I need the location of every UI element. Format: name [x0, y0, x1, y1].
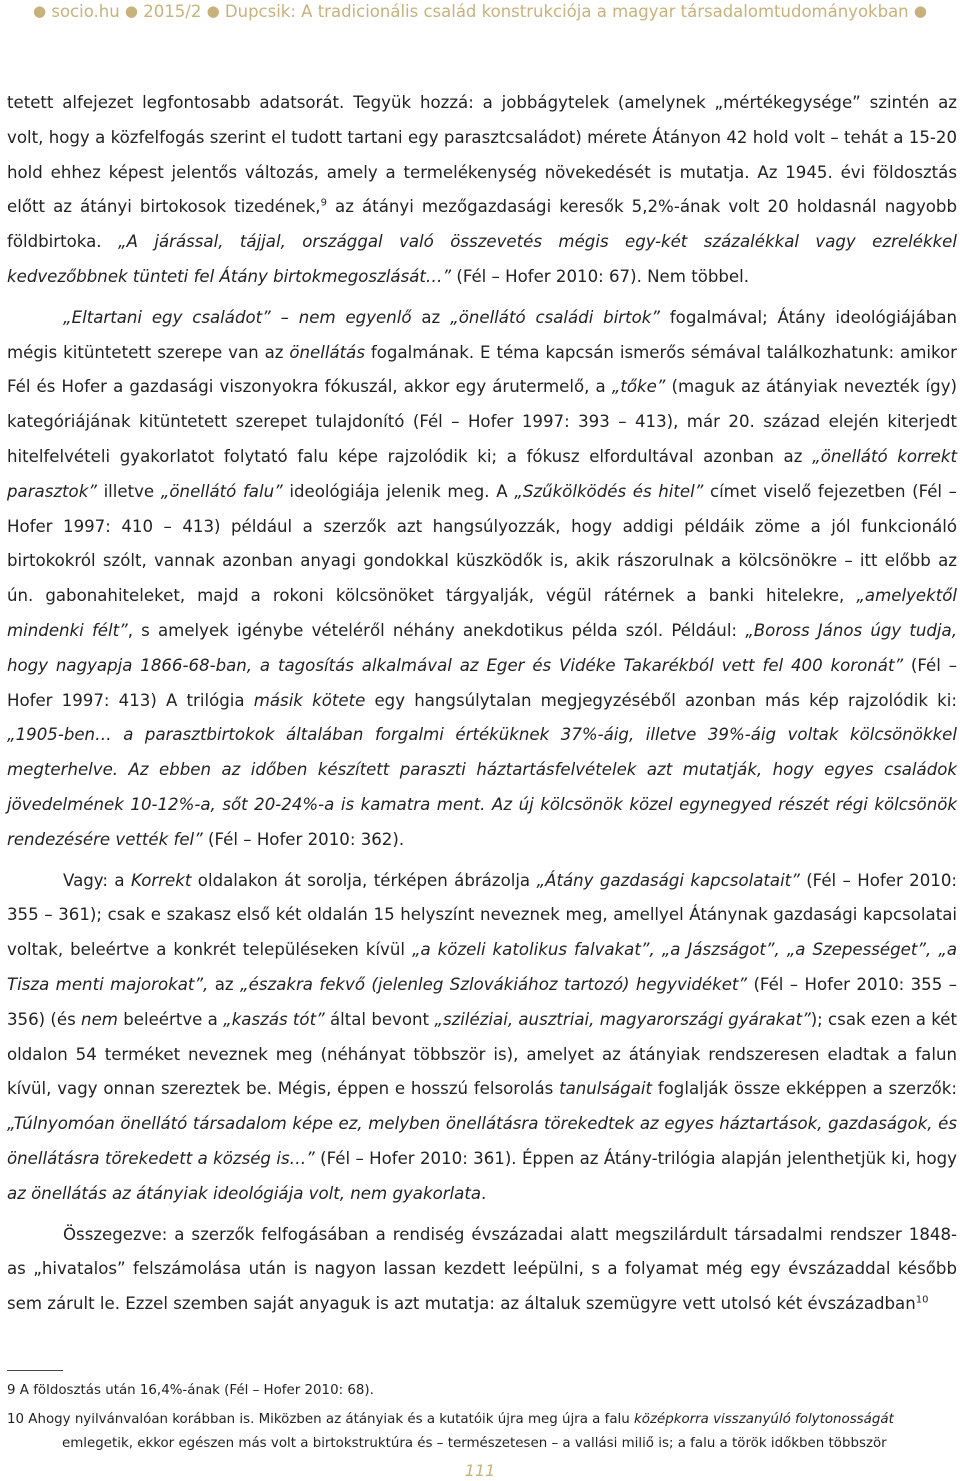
text-run: illetve: [96, 481, 161, 501]
text-run: (Fél – Hofer 2010: 67). Nem többel.: [451, 266, 750, 286]
italic-quote: tanulságait: [559, 1079, 653, 1099]
text-run: az átányi mezőgazdasági keresők 5,2%-ának volt 20 holdasnál nagyobb földbirtoka.: [7, 197, 957, 252]
italic-quote: „önellátó falu”: [160, 481, 283, 501]
footnote-rule: [7, 1370, 63, 1371]
italic-quote: nem: [81, 1009, 118, 1029]
text-run: az: [208, 974, 241, 994]
italic-quote: „amelyektől mindenki félt”: [7, 586, 957, 640]
text-run: Összegezve: a szerzők felfogásában a rendiség évszázadai alatt megszilárdult társadalmi rendszer 1848-as „hivatalos” felszámolása után is nagyon lassan kezdett leépülni, s a folyamat még egy évszázaddal később sem zárult le. Ezzel szemben saját anyaguk is azt mutatja: az általuk szemügyre vett utolsó két évszázadban: [7, 1224, 957, 1314]
page-number: 111: [464, 1461, 496, 1480]
paragraph: [7, 86, 957, 295]
header-dot: ●: [913, 2, 927, 20]
text-run: (Fél – Hofer 1997: 413) A trilógia: [7, 655, 957, 710]
text-run: címet viselő fejezetben (Fél – Hofer 1997: 410 – 413) például a szerzők azt hangsúlyozzák, hogy addigi példáik zöme a jól funkcionáló birtokokról szólt, vannak azonban anyagi gondokkal küszködők is, akik rászorulnak a kölcsönökre – itt előbb az ún. gabonahiteleket, majd a rokoni kölcsönöket tárgyalják, végül rátérnek a banki hitelekre,: [7, 481, 957, 606]
text-run: (Fél – Hofer 2010: 355 – 356) (és: [7, 974, 958, 1029]
italic-quote: „önellátó korrekt parasztok”: [7, 446, 958, 501]
italic-quote: „önellátó családi birtok”: [450, 307, 660, 327]
italic-quote: „kaszás tót”: [223, 1009, 325, 1029]
italic-quote: „A járással, tájjal, országgal való összevetés mégis egy-két százalékkal vagy ezrelékkel kedvezőbbnek tünteti fel Átány birtokmegoszlását…”: [7, 232, 957, 286]
header-site: socio.hu: [51, 2, 120, 21]
italic-quote: „északra fekvő (jelenleg Szlovákiához tartozó) hegyvidéket”: [240, 974, 748, 994]
paragraph: [7, 301, 957, 858]
paragraph: [7, 1218, 957, 1322]
text-run: tetett alfejezet legfontosabb adatsorát. Tegyük hozzá: a jobbágytelek (amelynek „mértékegysége” szintén az volt, hogy a közfelfogás szerint el tudott tartani egy parasztcsaládot) mérete Átányon 42 hold volt – tehát a 15-20 hold ehhez képest jelentős változás, amely a termelékenység növekedését is mutatja. Az 1945. évi földosztás előtt az átányi birtokosok tizedének,: [7, 93, 957, 217]
italic-quote: „tőke”: [611, 377, 666, 397]
text-run: 10 Ahogy nyilvánvalóan korábban is. Miközben az átányiak és a kutatóik újra meg újra a falu: [7, 1412, 634, 1427]
footnote: [7, 1379, 957, 1403]
italic-quote: Korrekt: [130, 870, 192, 890]
italic-quote: „Túlnyomóan önellátó társadalom képe ez, melyben önellátásra törekedtek az egyes háztartások, gazdaságok, és önellátásra törekedett a község is…”: [7, 1114, 957, 1168]
text-run: ideológiája jelenik meg. A: [282, 481, 515, 501]
text-run: foglalják össze ekképpen a szerzők:: [652, 1079, 958, 1099]
footnote: [7, 1408, 957, 1432]
text-run: 9 A földosztás után 16,4%-ának (Fél – Hofer 2010: 68).: [7, 1383, 374, 1398]
text-run: egy hangsúlytalan megjegyzéséből azonban más kép rajzolódik ki:: [365, 690, 957, 710]
paragraph: [7, 864, 957, 1212]
italic-quote: „Eltartani egy családot” – nem egyenlő: [63, 307, 412, 327]
text-run: , s amelyek igénybe vételéről néhány anekdotikus példa szól. Például:: [127, 620, 746, 640]
text-run: fogalmának. E téma kapcsán ismerős sémával találkozhatunk: amikor Fél és Hofer a gazdasági viszonyokra fókuszál, akkor egy árutermelő, a: [7, 342, 957, 397]
text-run: által bevont: [324, 1009, 435, 1029]
text-run: oldalakon át sorolja, térképen ábrázolja: [191, 870, 537, 890]
italic-quote: „Szűkölködés és hitel”: [514, 481, 704, 501]
italic-quote: önellátás: [289, 342, 365, 362]
header-dot: ●: [206, 2, 220, 20]
text-run: beleértve a: [117, 1009, 224, 1029]
footnote-ref: 9: [320, 197, 327, 209]
footnotes: [7, 1379, 957, 1456]
italic-quote: „Boross János úgy tudja, hogy nagyapja 1866-68-ban, a tagosítás alkalmával az Eger és Vidéke Takarékból vett fel 400 koronát”: [7, 620, 957, 675]
header-dot: ●: [33, 2, 47, 20]
running-header: [0, 2, 960, 21]
text-run: (maguk az átányiak nevezték így) kategóriájának kitüntetett szerepet tulajdonító (Fél – Hofer 1997: 393 – 413), már 20. század elején kiterjedt hitelfelvételi gyakorlatot folytató falu képe rajzolódik ki; a fókusz elfordultával azonban az: [7, 377, 957, 466]
italic-quote: „1905-ben… a parasztbirtokok általában forgalmi értéküknek 37%-áig, illetve 39%-áig voltak kölcsönökkel megterhelve. Az ebben az időben készített paraszti háztartásfelvételek azt mutatják, hogy egyes családok jövedelmének 10-12%-a, sőt 20-24%-a is kamatra ment. Az új kölcsönök közel egynegyed részét régi kölcsönök rendezésére vették fel”: [7, 725, 957, 849]
italic-quote: középkorra visszanyúló folytonosságát: [634, 1412, 894, 1427]
header-dot: ●: [124, 2, 139, 20]
footnote-ref: 10: [915, 1294, 929, 1306]
text-run: Vagy: a: [63, 870, 131, 890]
italic-quote: másik kötete: [253, 690, 366, 710]
text-run: (Fél – Hofer 2010: 362).: [202, 829, 405, 849]
italic-quote: „a közeli katolikus falvakat”, „a Jászságot”, „a Szepességet”, „a Tisza menti majorokat”,: [7, 940, 957, 994]
text-run: fogalmával; Átány ideológiájában mégis kitüntetett szerepe van az: [7, 307, 958, 362]
header-article-title: Dupcsik: A tradicionális család konstrukciója a magyar társadalomtudományokban: [224, 2, 909, 21]
footnote-continuation: emlegetik, ekkor egészen más volt a birtokstruktúra és – természetesen – a vallási miliő is; a falu a török időkben többször: [62, 1436, 887, 1451]
body-text: [7, 86, 957, 1322]
header-issue: 2015/2: [143, 2, 202, 21]
text-run: (Fél – Hofer 2010: 355 – 361); csak e szakasz első két oldalán 15 helyszínt neveznek meg, amellyel Átánynak gazdasági kapcsolatai voltak, beleértve a konkrét településeken kívül: [7, 870, 958, 960]
italic-quote: „sziléziai, ausztriai, magyarországi gyárakat”: [434, 1009, 811, 1029]
text-run: az: [411, 307, 451, 327]
text-run: ); csak ezen a két oldalon 54 terméket neveznek meg (néhányat többször is), amelyet az átányiak rendszeresen eladtak a falun kívül, vagy onnan szereztek be. Mégis, éppen e hosszú felsorolás: [7, 1009, 957, 1099]
italic-quote: az önellátás az átányiak ideológiája volt, nem gyakorlata: [7, 1183, 482, 1203]
text-run: (Fél – Hofer 2010: 361). Éppen az Átány-trilógia alapján jelenthetjük ki, hogy: [314, 1148, 957, 1168]
text-run: .: [481, 1183, 487, 1203]
italic-quote: „Átány gazdasági kapcsolatait”: [536, 870, 800, 890]
